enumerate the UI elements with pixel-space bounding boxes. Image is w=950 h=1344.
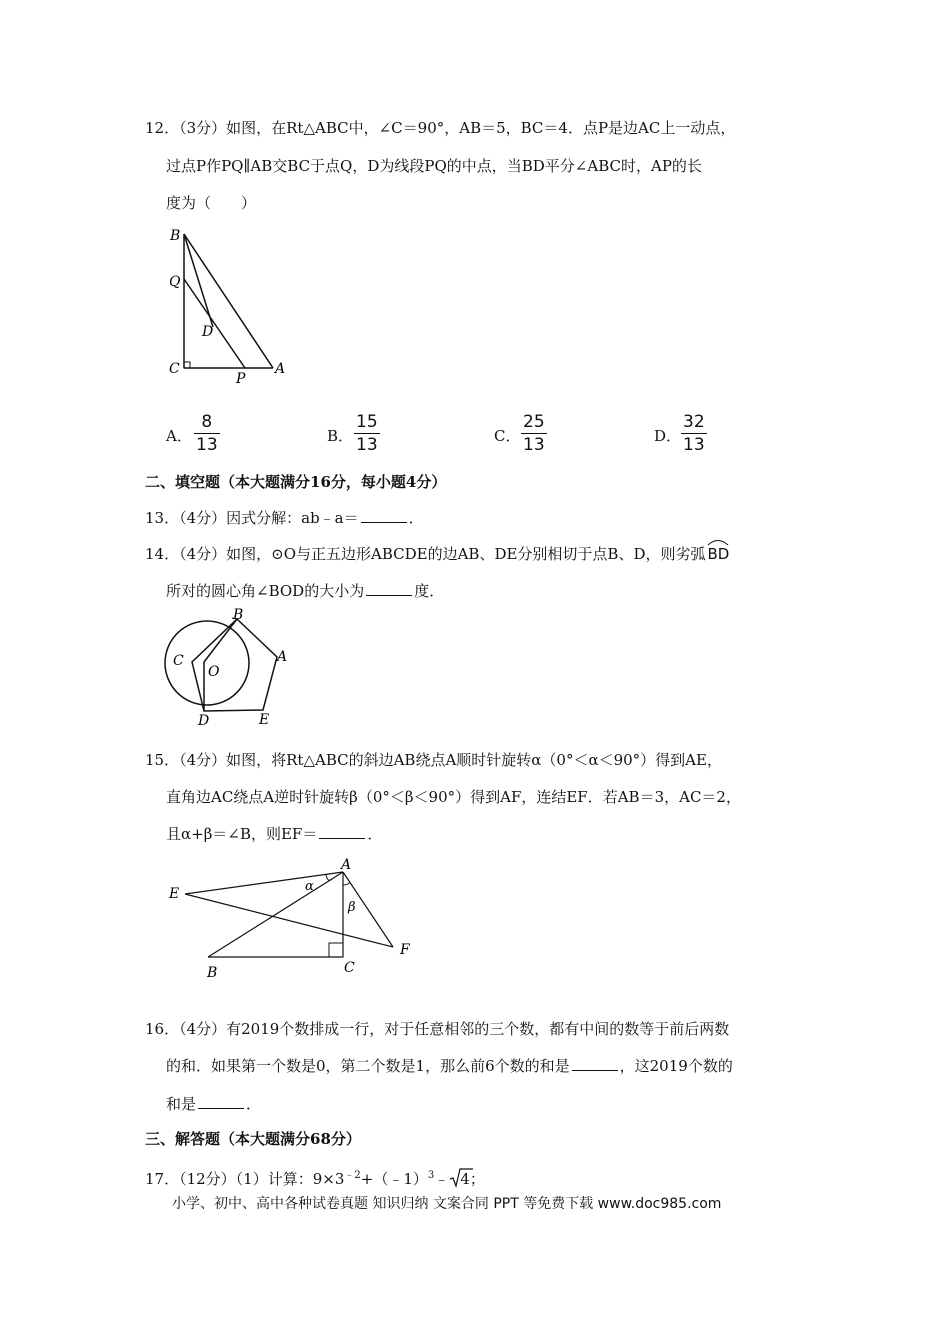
q17-line <box>145 1166 485 1189</box>
q17-radicand: 4 <box>460 1170 470 1188</box>
q15-label-alpha: α <box>305 879 314 894</box>
option-b-denominator: 13 <box>356 435 378 455</box>
q16-line1: 16．（4分）有2019个数排成一行，对于任意相邻的三个数，都有中间的数等于前后两数 <box>145 1020 730 1038</box>
q14-arc-label: BD <box>707 545 730 563</box>
option-d-numerator: 32 <box>683 412 705 432</box>
q13-text: 13．（4分）因式分解：ab﹣a＝ <box>145 509 359 527</box>
q14-blank <box>366 581 412 596</box>
q14-label-b: B <box>233 607 244 623</box>
q17-mid: +（﹣1） <box>360 1170 428 1188</box>
q17-end: ； <box>469 1170 485 1188</box>
q15-line3 <box>166 824 382 844</box>
q13-end: ． <box>408 509 424 527</box>
q16-line3-end: ． <box>246 1095 262 1113</box>
q12-label-d: D <box>202 324 214 340</box>
q14-figure <box>160 605 295 730</box>
q16-line2 <box>166 1056 733 1076</box>
q12-label-q: Q <box>169 274 181 290</box>
q15-line3-end: ． <box>367 825 383 843</box>
q15-figure <box>160 855 425 985</box>
q17-minus: ﹣ <box>434 1170 450 1188</box>
q12-label-a: A <box>275 361 286 377</box>
q15-line3-text: 且α+β＝∠B，则EF＝ <box>166 825 318 843</box>
option-b-fraction <box>354 412 380 455</box>
option-b-letter: B． <box>327 427 354 445</box>
q14-text: 14．（4分）如图，⊙O与正五边形ABCDE的边AB、DE分别相切于点B、D，则劣弧 <box>145 545 706 563</box>
option-d-letter: D． <box>654 427 682 445</box>
q15-line2: 直角边AC绕点A逆时针旋转β（0°＜β＜90°）得到AF，连结EF．若AB＝3，AC＝2， <box>166 788 741 806</box>
q15-label-a: A <box>341 857 352 873</box>
q12-label-p: P <box>236 371 246 387</box>
q13-line <box>145 508 424 528</box>
q17-exp2: 3 <box>427 1170 435 1181</box>
q16-line3 <box>166 1094 261 1114</box>
arc-icon <box>707 538 729 546</box>
option-c-fraction <box>521 412 547 455</box>
q13-blank <box>361 508 407 523</box>
q17-prefix: 17．（12分）（1）计算：9×3 <box>145 1170 345 1188</box>
q16-blank-2 <box>198 1094 244 1109</box>
q14-label-a: A <box>277 649 288 665</box>
option-b-numerator: 15 <box>356 412 378 432</box>
section-3-heading: 三、解答题（本大题满分68分） <box>145 1130 361 1148</box>
q15-label-b: B <box>207 965 218 981</box>
q14-label-d: D <box>198 713 210 729</box>
sqrt-icon <box>449 1169 470 1189</box>
q12-line2: 过点P作PQ∥AB交BC于点Q，D为线段PQ的中点，当BD平分∠ABC时，AP的长 <box>166 157 702 175</box>
section-2-heading: 二、填空题（本大题满分16分，每小题4分） <box>145 473 447 491</box>
q14-line2-end: 度． <box>414 582 445 600</box>
q17-exp1: ﹣2 <box>344 1170 361 1181</box>
q12-label-c: C <box>169 361 180 377</box>
q14-arc <box>707 544 729 564</box>
q15-label-e: E <box>169 886 180 902</box>
q12-line1: 12．（3分）如图，在Rt△ABC中，∠C＝90°，AB＝5，BC＝4．点P是边AC上一动点， <box>145 119 736 137</box>
option-a-numerator: 8 <box>201 412 213 432</box>
option-c-letter: C． <box>494 427 521 445</box>
q15-blank <box>319 824 365 839</box>
option-c-numerator: 25 <box>523 412 545 432</box>
option-c-denominator: 13 <box>523 435 545 455</box>
q15-label-beta: β <box>348 900 356 915</box>
q14-label-e: E <box>259 712 270 728</box>
q14-line2-text: 所对的圆心角∠BOD的大小为 <box>166 582 365 600</box>
option-d-denominator: 13 <box>683 435 705 455</box>
q12-line3: 度为（ ） <box>166 194 257 212</box>
q12-label-b: B <box>170 228 181 244</box>
q15-line1: 15．（4分）如图，将Rt△ABC的斜边AB绕点A顺时针旋转α（0°＜α＜90°）得到AE， <box>145 751 722 769</box>
option-d-fraction <box>681 412 707 455</box>
q14-label-o: O <box>208 664 220 680</box>
q12-figure <box>165 222 295 387</box>
q16-line2-end: ，这2019个数的 <box>619 1057 733 1075</box>
q14-line1 <box>145 544 729 564</box>
q15-label-f: F <box>400 942 410 958</box>
q15-label-c: C <box>344 960 355 976</box>
option-a-fraction <box>194 412 220 455</box>
q14-line2 <box>166 581 444 601</box>
page-footer: 小学、初中、高中各种试卷真题 知识归纳 文案合同 PPT 等免费下载 www.doc985.com <box>172 1196 722 1212</box>
option-a-denominator: 13 <box>196 435 218 455</box>
q16-blank-1 <box>572 1056 618 1071</box>
option-a-letter: A． <box>166 427 192 445</box>
q16-line2-text: 的和．如果第一个数是0，第二个数是1，那么前6个数的和是 <box>166 1057 570 1075</box>
q16-line3-text: 和是 <box>166 1095 197 1113</box>
q14-label-c: C <box>173 653 184 669</box>
